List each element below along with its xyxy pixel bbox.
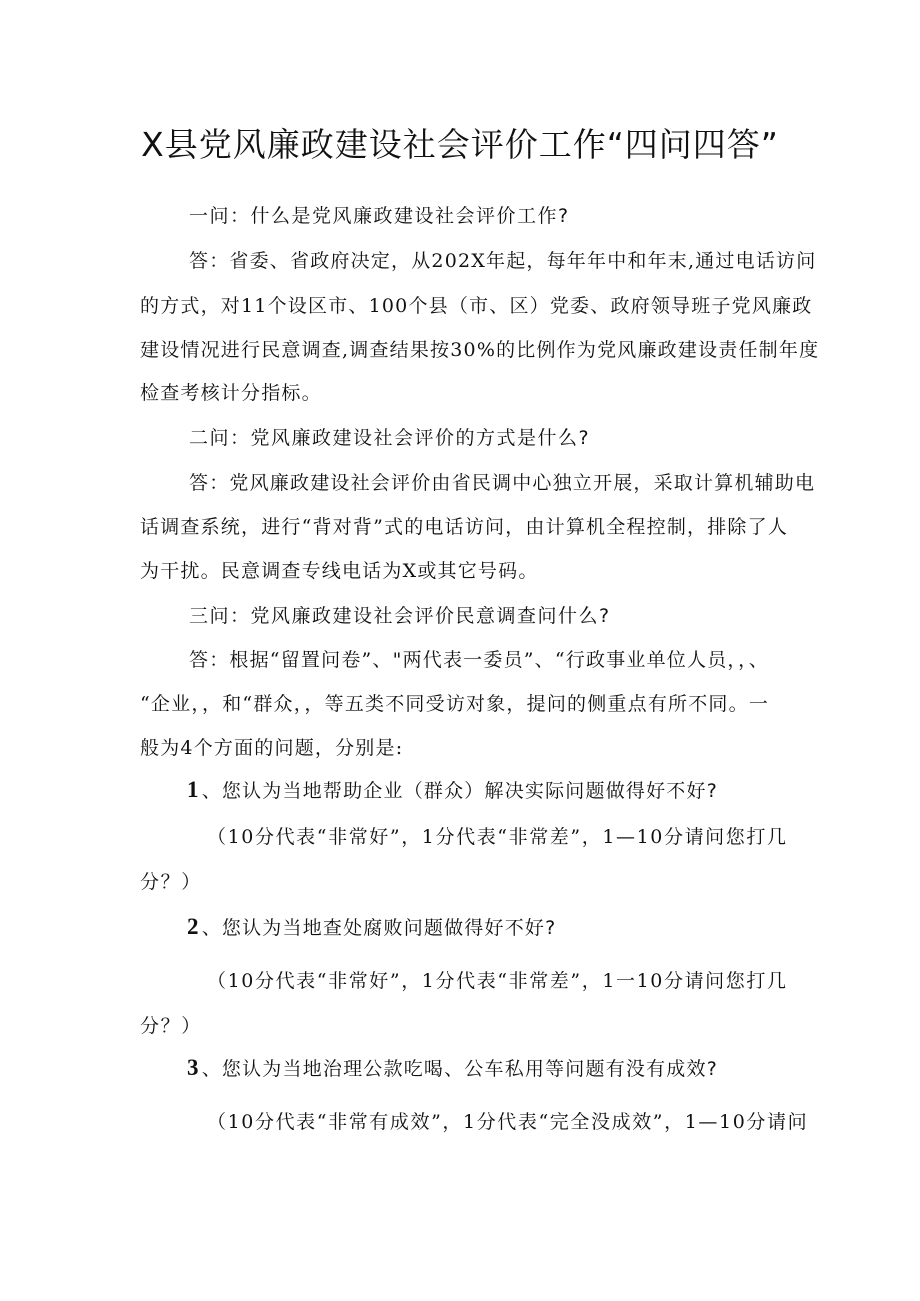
answer-1-line-3: 建设情况进行民意调查,调查结果按30%的比例作为党风廉政建设责任制年度 [140, 339, 820, 361]
answer-2-line-3: 为干扰。民意调查专线电话为X或其它号码。 [140, 560, 539, 582]
answer-3-line-1: 答：根据“留置问卷”、"两代表一委员”、“行政事业单位人员，，、 [189, 649, 769, 671]
survey-item-1-number: 1 [187, 777, 200, 802]
survey-item-3 [187, 1055, 718, 1082]
document-title: X县党风廉政建设社会评价工作“四问四答” [141, 125, 779, 164]
survey-item-2-note-line-2: 分？） [140, 1015, 202, 1037]
answer-2-line-2: 话调查系统，进行“背对背”式的电话访问，由计算机全程控制，排除了人 [140, 516, 789, 538]
survey-item-1-note-line-1: （10分代表“非常好”，1分代表“非常差”，1—10分请问您打几 [207, 826, 788, 848]
survey-item-1-text: 、您认为当地帮助企业（群众）解决实际问题做得好不好? [201, 780, 718, 802]
survey-item-2-number: 2 [187, 914, 200, 939]
survey-item-3-text: 、您认为当地治理公款吃喝、公车私用等问题有没有成效? [201, 1058, 718, 1080]
survey-item-3-note-line-1: （10分代表“非常有成效”，1分代表“完全没成效”，1—10分请问 [207, 1111, 809, 1133]
answer-1-line-1: 答：省委、省政府决定，从202X年起，每年年中和年末,通过电话访问 [189, 250, 817, 272]
survey-item-2-text: 、您认为当地查处腐败问题做得好不好? [201, 917, 557, 939]
survey-item-2-note-line-1: （10分代表“非常好”，1分代表“非常差”，1一10分请问您打几 [207, 970, 788, 992]
survey-item-1 [187, 777, 718, 804]
survey-item-1-note-line-2: 分？） [140, 871, 202, 893]
answer-1-line-4: 检查考核计分指标。 [140, 382, 322, 404]
question-3-heading: 三问：党风廉政建设社会评价民意调查问什么? [189, 605, 611, 627]
question-1-heading: 一问：什么是党风廉政建设社会评价工作? [189, 205, 570, 227]
answer-3-line-2: “企业，，和“群众，，等五类不同受访对象，提问的侧重点有所不同。一 [140, 693, 770, 715]
survey-item-2 [187, 914, 556, 941]
answer-1-line-2: 的方式，对11个设区市、100个县（市、区）党委、政府领导班子党风廉政 [140, 295, 813, 317]
question-2-heading: 二问：党风廉政建设社会评价的方式是什么? [189, 427, 591, 449]
answer-3-line-3: 般为4个方面的问题，分别是: [140, 737, 404, 759]
answer-2-line-1: 答：党风廉政建设社会评价由省民调中心独立开展，采取计算机辅助电 [189, 472, 816, 494]
survey-item-3-number: 3 [187, 1055, 200, 1080]
